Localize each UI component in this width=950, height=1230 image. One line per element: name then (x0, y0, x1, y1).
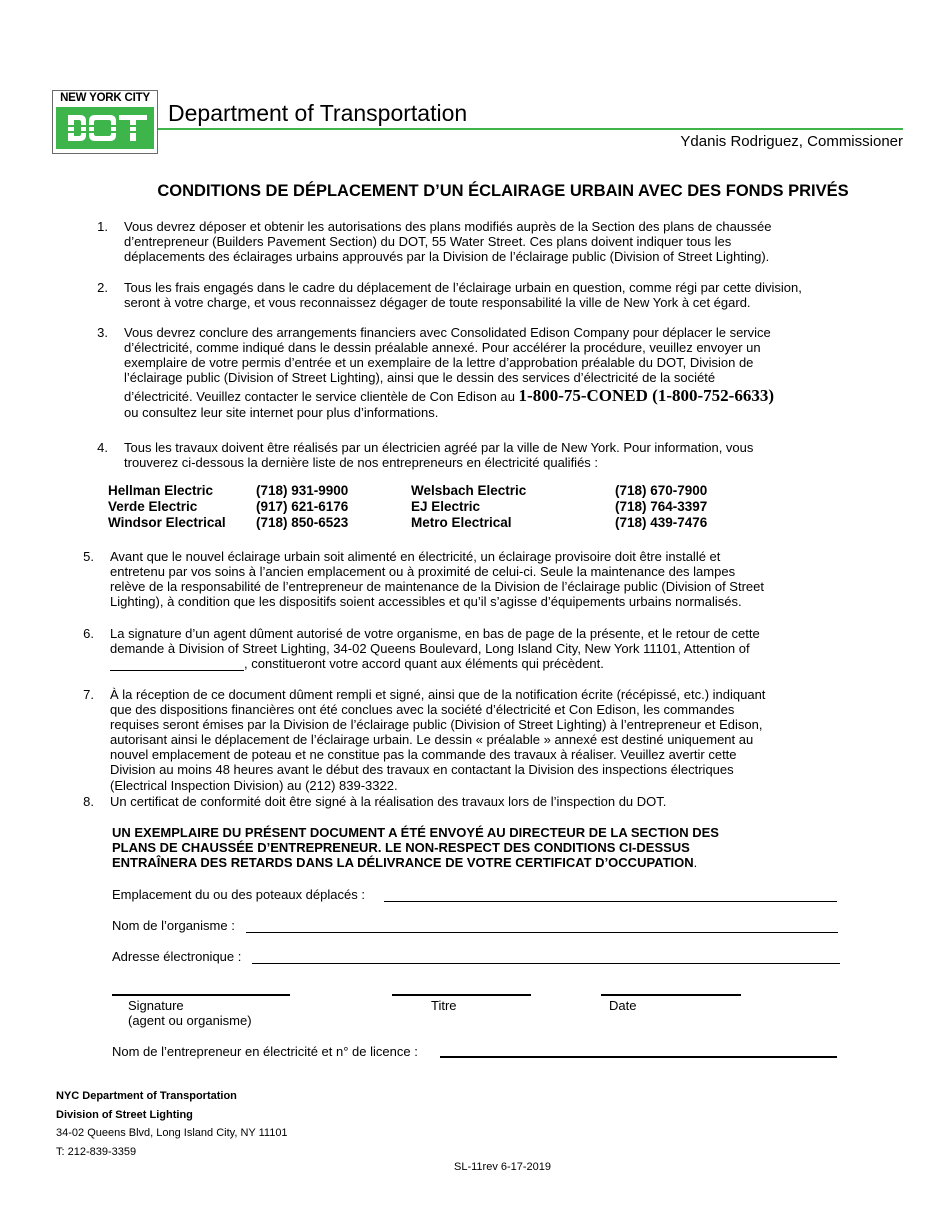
item-line: À la réception de ce document dûment rempli et signé, ainsi que de la notification écrite (récépissé, etc.) indiquant (110, 687, 766, 702)
notice-line: UN EXEMPLAIRE DU PRÉSENT DOCUMENT A ÉTÉ ENVOYÉ AU DIRECTEUR DE LA SECTION DES (112, 825, 719, 840)
item-line: (Electrical Inspection Division) au (212) 839-3322. (110, 777, 398, 793)
dot-logo-icon (56, 107, 154, 149)
contractor-name: Metro Electrical (411, 515, 512, 530)
table-row (108, 499, 707, 515)
item-8 (110, 794, 666, 809)
contractor-name: Welsbach Electric (411, 483, 527, 498)
item-number: 1. (97, 219, 108, 234)
contractor-name: Hellman Electric (108, 483, 214, 498)
contractor-name: Windsor Electrical (108, 515, 226, 530)
org-label: Nom de l’organisme : (112, 918, 235, 933)
item-line: La signature d’un agent dûment autorisé de votre organisme, en bas de page de la présente, et le retour de cette (110, 626, 760, 641)
form-id: SL-11rev 6-17-2019 (454, 1161, 552, 1173)
item-line: relève de la responsabilité de l’entrepreneur de maintenance de la Division de l’éclairage public (Division of Street (110, 579, 764, 595)
org-field[interactable] (246, 932, 838, 933)
contractor-phone: (718) 670-7900 (615, 483, 708, 498)
footer-address (56, 1087, 288, 1161)
item-line: demande à Division of Street Lighting, 34-02 Queens Boulevard, Long Island City, New York 11101, Attention of (110, 641, 750, 657)
item-line: exemplaire de votre permis d’entrée et un exemplaire de la lettre d’approbation préalable du DOT, Division de (124, 355, 754, 371)
item-line: Un certificat de conformité doit être signé à la réalisation des travaux lors de l’inspection du DOT. (110, 794, 667, 809)
email-field[interactable] (252, 963, 840, 964)
item-1 (124, 219, 772, 264)
page-title: CONDITIONS DE DÉPLACEMENT D’UN ÉCLAIRAGE URBAIN AVEC DES FONDS PRIVÉS (157, 182, 849, 200)
item-number: 6. (83, 626, 94, 641)
item-line: requises seront émises par la Division de l’éclairage public (Division of Street Lighting) à l’entrepreneur et Edison, (110, 717, 763, 733)
signature-sublabel: (agent ou organisme) (128, 1013, 252, 1028)
item-7 (110, 687, 765, 793)
footer-division: Division of Street Lighting (56, 1108, 193, 1121)
location-label: Emplacement du ou des poteaux déplacés : (112, 887, 365, 902)
item-number: 4. (97, 440, 108, 455)
notice-line: PLANS DE CHAUSSÉE D’ENTREPRENEUR. LE NON-RESPECT DES CONDITIONS CI-DESSUS (112, 840, 690, 856)
item-line: d’entrepreneur (Builders Pavement Section) du DOT, 55 Water Street. Ces plans doivent indiquer tous les (124, 234, 732, 250)
contractor-name: Verde Electric (108, 499, 198, 514)
item-number: 7. (83, 687, 94, 702)
contractor-phone: (718) 439-7476 (615, 515, 708, 530)
contractor-phone: (917) 621-6176 (256, 499, 349, 514)
contractor-name: EJ Electric (411, 499, 481, 514)
header-rule (158, 128, 903, 130)
item-4 (124, 440, 753, 470)
item-line: que des dispositions financières ont été conclues avec la société d’électricité et Con Edison, les commandes (110, 702, 735, 718)
signature-field[interactable] (112, 994, 290, 996)
item-line: Division au moins 48 heures avant le début des travaux en contactant la Division des inspections électriques (110, 762, 734, 778)
item-number: 2. (97, 280, 108, 295)
item-line: l’éclairage public (Division of Street Lighting), ainsi que le dessin des services d’électricité de la société (124, 370, 716, 386)
title-field[interactable] (392, 994, 531, 996)
footer-street: 34-02 Queens Blvd, Long Island City, NY 11101 (56, 1127, 288, 1139)
email-label: Adresse électronique : (112, 949, 242, 964)
signature-label: Signature (128, 998, 184, 1013)
item-line: Vous devrez déposer et obtenir les autorisations des plans modifiés auprès de la Section des plans de chaussée (124, 219, 772, 234)
item-line: nouvel emplacement de poteau et ne constitue pas la commande des travaux à réaliser. Veuillez avertir cette (110, 747, 737, 763)
footer-org: NYC Department of Transportation (56, 1090, 237, 1102)
contractor-phone: (718) 931-9900 (256, 483, 349, 498)
item-line: ou consultez leur site internet pour plus d’informations. (124, 405, 439, 421)
item-line (110, 656, 760, 671)
contractor-phone: (718) 850-6523 (256, 515, 349, 530)
logo-text: NEW YORK CITY (60, 92, 150, 104)
item-line: Lighting), à condition que les dispositifs soient accessibles et qu’il s’agisse d’équipements urbains normalisés. (110, 594, 742, 610)
attention-blank[interactable] (110, 658, 244, 671)
item-line: Tous les frais engagés dans le cadre du déplacement de l’éclairage urbain en question, comme régi par cette division, (124, 280, 802, 295)
item-line: autorisant ainsi le déplacement de l’éclairage urbain. Le dessin « préalable » annexé est destiné uniquement au (110, 732, 754, 748)
item-line: trouverez ci-dessous la dernière liste de nos entrepreneurs en électricité qualifiés : (124, 455, 599, 471)
footer-phone: T: 212-839-3359 (56, 1145, 137, 1158)
item-number: 3. (97, 325, 108, 340)
notice-period: . (693, 855, 698, 871)
item-line-text: , constitueront votre accord quant aux éléments qui précèdent. (244, 656, 604, 672)
location-field[interactable] (384, 901, 837, 902)
contractor-table (108, 483, 707, 531)
notice (112, 825, 719, 870)
notice-line (112, 855, 719, 870)
notice-text: ENTRAÎNERA DES RETARDS DANS LA DÉLIVRANCE DE VOTRE CERTIFICAT D’OCCUPATION (112, 855, 694, 871)
item-line: d’électricité, comme indiqué dans le dessin préalable annexé. Pour accélérer la procédure, veuillez envoyer un (124, 340, 761, 356)
table-row (108, 483, 707, 499)
item-line: Tous les travaux doivent être réalisés par un électricien agréé par la ville de New York. Pour information, vous (124, 440, 754, 455)
item-line: seront à votre charge, et vous reconnaissez dégager de toute responsabilité la ville de New York à cet égard. (124, 295, 751, 311)
item-line: entretenu par vos soins à l’ancien emplacement ou à proximité de celui-ci. Seule la maintenance des lampes (110, 564, 736, 580)
item-2 (124, 280, 802, 310)
commissioner-name: Ydanis Rodriguez, Commissioner (680, 133, 903, 150)
date-label: Date (609, 998, 637, 1013)
con-edison-phone: 1-800-75-CONED (1-800-752-6633) (518, 386, 774, 406)
item-number: 8. (83, 794, 94, 809)
item-number: 5. (83, 549, 94, 564)
item-3 (124, 325, 774, 420)
con-edison-text: d’électricité. Veuillez contacter le service clientèle de Con Edison au (124, 389, 519, 405)
nyc-dot-logo (52, 90, 158, 154)
item-line: Vous devrez conclure des arrangements financiers avec Consolidated Edison Company pour déplacer le service (124, 325, 771, 340)
date-field[interactable] (601, 994, 741, 996)
item-6 (110, 626, 760, 671)
title-label: Titre (431, 998, 457, 1013)
item-line: Avant que le nouvel éclairage urbain soit alimenté en électricité, un éclairage provisoire doit être installé et (110, 549, 721, 564)
table-row (108, 515, 707, 531)
item-line (124, 386, 774, 405)
contractor-license-field[interactable] (440, 1056, 837, 1058)
item-line: déplacements des éclairages urbains approuvés par la Division de l’éclairage public (Division of Street Lighting). (124, 249, 770, 265)
department-name: Department of Transportation (168, 100, 468, 126)
item-5 (110, 549, 764, 609)
contractor-license-label: Nom de l’entrepreneur en électricité et n° de licence : (112, 1044, 418, 1059)
contractor-phone: (718) 764-3397 (615, 499, 708, 514)
